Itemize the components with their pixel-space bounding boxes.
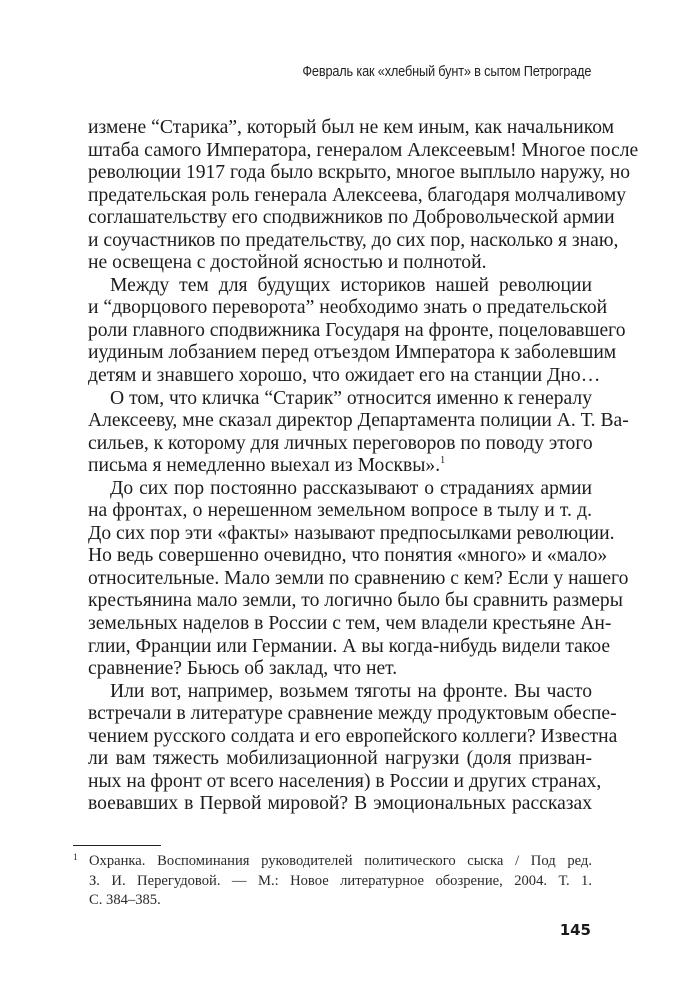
line-text: штаба самого Императора, генералом Алексеевым! Многое после (88, 139, 639, 161)
line-text: сильев, к которому для личных переговоров по поводу этого (88, 432, 593, 454)
text-line (88, 455, 592, 478)
line-text: сравнение? Бьюсь об заклад, что нет. (88, 658, 398, 680)
footnote (73, 852, 592, 911)
text-line (88, 658, 592, 681)
line-text: соглашательству его сподвижников по Добровольческой армии (88, 207, 615, 229)
line-text: До сих пор постоянно рассказывают о страданиях армии (110, 477, 592, 499)
text-line (88, 184, 627, 208)
line-text: Алексееву, мне сказал директор Департамента полиции А. Т. Ва- (88, 410, 629, 432)
paragraph-start-line (88, 681, 592, 704)
text-line (88, 703, 617, 726)
paragraph-start-line (88, 388, 592, 411)
line-text: крестьянина мало земли, то логично было бы сравнить размеры (88, 590, 623, 612)
text-line (88, 748, 592, 771)
text-line (88, 613, 612, 636)
line-text: революции 1917 года было вскрыто, многое выплыло наружу, но (88, 162, 631, 184)
line-text: иудиным лобзанием перед отъездом Императора к заболевшим (88, 342, 617, 364)
text-line (88, 139, 639, 163)
text-line (88, 545, 608, 568)
text-line (88, 522, 615, 546)
text-line (88, 229, 619, 253)
line-text: на фронтах, о нерешенном земельном вопросе в тылу и т. д. (88, 500, 592, 522)
body-text (88, 117, 639, 816)
text-line (88, 319, 626, 343)
line-text: роли главного сподвижника Государя на фронте, поцеловавшего (88, 319, 626, 341)
line-text: О том, что кличка “Старик” относится именно к генералу (110, 387, 592, 409)
text-line (88, 590, 623, 613)
footnote-divider (73, 845, 161, 846)
line-text: Или вот, например, возьмем тяготы на фронте. Вы часто (110, 680, 592, 702)
line-text: и “дворцового переворота” необходимо знать о предательской (88, 297, 608, 319)
line-text: письма я немедленно выехал из Москвы». (88, 455, 441, 477)
line-text: Но ведь совершенно очевидно, что понятия «много» и «мало» (88, 545, 608, 567)
footnote-line: З. И. Перегудовой. — М.: Новое литературное обозрение, 2004. Т. 1. (89, 872, 592, 889)
text-line (88, 410, 629, 433)
line-text: измене “Старика”, который был не кем иным, как начальником (88, 117, 615, 138)
line-text: До сих пор эти «факты» называют предпосылками революции. (88, 522, 615, 544)
page-number: 145 (559, 921, 591, 939)
footnote-line: Охранка. Воспоминания руководителей политического сыска / Под ред. (89, 853, 592, 869)
text-line (88, 297, 608, 320)
text-line (88, 500, 592, 523)
text-line (88, 342, 617, 365)
line-text: Между тем для будущих историков нашей революции (110, 274, 592, 296)
text-line (88, 365, 601, 388)
line-text: воевавших в Первой мировой? В эмоциональных рассказах (88, 793, 592, 815)
paragraph-start-line (88, 275, 592, 298)
text-line (88, 793, 592, 816)
footnote-marker: 1 (73, 853, 78, 863)
line-text: чением русского солдата и его европейского коллеги? Известна (88, 725, 618, 747)
footnote-line: С. 384–385. (89, 892, 161, 908)
line-text: земельных наделов в России с тем, чем владели крестьяне Ан- (88, 613, 612, 635)
text-line (88, 117, 615, 140)
text-line (88, 252, 592, 275)
line-text: относительные. Мало земли по сравнению с кем? Если у нашего (88, 567, 629, 589)
line-text: глии, Франции или Германии. А вы когда-нибудь видели такое (88, 635, 611, 657)
text-line (88, 433, 592, 456)
line-text: встречали в литературе сравнение между продуктовым обеспе- (88, 703, 617, 725)
text-line (88, 162, 631, 185)
footnote-reference[interactable]: 1 (440, 455, 446, 467)
line-text: предательская роль генерала Алексеева, благодаря молчаливому (88, 184, 627, 206)
line-text: ли вам тяжесть мобилизационной нагрузки (доля призван- (88, 748, 592, 770)
text-line (88, 770, 602, 794)
footnote-body (89, 852, 592, 911)
text-line (88, 567, 629, 591)
line-text: ных на фронт от всего населения) в России и других странах, (88, 770, 602, 792)
line-text: детям и знавшего хорошо, что ожидает его на станции Дно… (88, 365, 601, 387)
paragraph-start-line (88, 478, 592, 501)
line-text: не освещена с достойной ясностью и полнотой. (88, 252, 487, 274)
text-line (88, 725, 618, 749)
line-text: и соучастников по предательству, до сих пор, насколько я знаю, (88, 229, 619, 251)
text-line (88, 635, 611, 659)
running-head: Февраль как «хлебный бунт» в сытом Петрограде (302, 64, 591, 80)
text-line (88, 207, 615, 230)
